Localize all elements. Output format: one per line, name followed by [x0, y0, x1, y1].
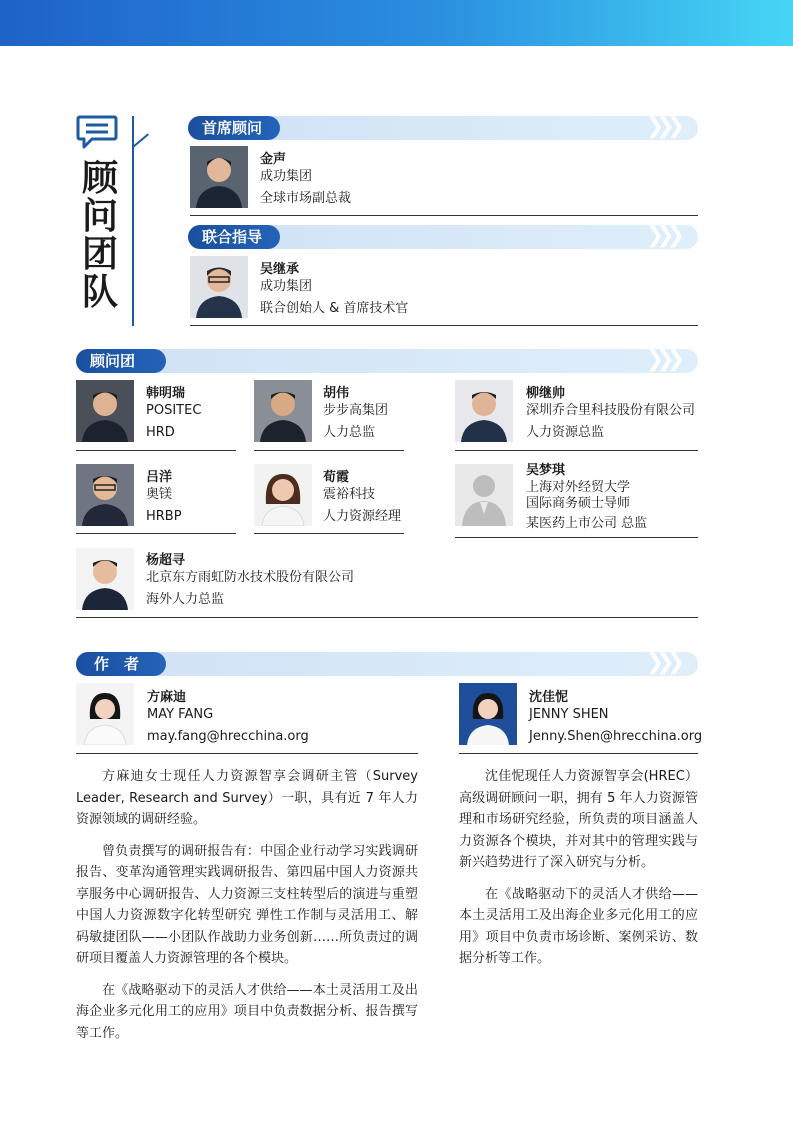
- section-header-chief: [188, 116, 698, 140]
- author-email: may.fang@hrecchina.org: [147, 729, 309, 744]
- section-label-joint: 联合指导: [188, 225, 280, 249]
- divider: [190, 215, 698, 216]
- bio-paragraph: 曾负责撰写的调研报告有：中国企业行动学习实践调研报告、变革沟通管理实践调研报告、第四届中国人力资源共享服务中心调研报告、人力资源三支柱转型后的演进与重塑中国人力资源数字化转型研究 弹性工作制与灵活用工、解码敏捷团队——小团队作战助力业务创新……所负责过的调研项目覆盖人力资源管理的各个模块。: [76, 843, 418, 966]
- advisor-name: 韩明瑞: [146, 386, 186, 401]
- avatar: [455, 380, 513, 442]
- title-divider-accent: [132, 133, 149, 147]
- advisor-org: 步步高集团: [323, 403, 389, 418]
- advisor-title: HRD: [146, 425, 175, 440]
- author-bio: [76, 766, 418, 1054]
- divider: [455, 537, 698, 538]
- author-bio: [459, 766, 698, 980]
- advisor-org: 上海对外经贸大学: [526, 480, 631, 495]
- advisor-role: 国际商务硕士导师: [526, 496, 631, 511]
- advisor-name: 荀霞: [323, 470, 350, 485]
- advisor-title: 联合创始人 & 首席技术官: [260, 301, 409, 316]
- avatar: [76, 464, 134, 526]
- advisor-title: 某医药上市公司 总监: [526, 516, 648, 531]
- author-email: Jenny.Shen@hrecchina.org: [529, 729, 703, 744]
- chat-bubble-icon: [76, 114, 118, 150]
- advisor-title: 人力资源总监: [526, 425, 605, 440]
- divider: [254, 533, 404, 534]
- advisor-title: 海外人力总监: [146, 592, 225, 607]
- author-en-name: JENNY SHEN: [529, 707, 609, 722]
- chevrons-icon: ❯❯❯: [646, 347, 678, 372]
- divider: [190, 325, 698, 326]
- chevrons-icon: ❯❯❯: [646, 650, 678, 675]
- advisor-org: 震裕科技: [323, 487, 376, 502]
- divider: [254, 450, 404, 451]
- avatar: [190, 146, 248, 208]
- bio-paragraph: 在《战略驱动下的灵活人才供给——本土灵活用工及出海企业多元化用工的应用》项目中负责数据分析、报告撰写等工作。: [76, 982, 418, 1041]
- section-label-chief: 首席顾问: [188, 116, 280, 140]
- advisor-title: 人力总监: [323, 425, 376, 440]
- section-header-authors: [76, 652, 698, 676]
- advisor-name: 胡伟: [323, 386, 350, 401]
- avatar: [76, 683, 134, 745]
- bio-paragraph: 沈佳怩现任人力资源智享会(HREC）高级调研顾问一职，拥有 5 年人力资源管理和市场研究经验，所负责的项目涵盖人力资源各个模块，并对其中的管理实践与新兴趋势进行了深入研究与分析。: [459, 769, 698, 870]
- divider: [459, 753, 698, 754]
- advisor-name: 吴梦琪: [526, 463, 566, 478]
- advisor-name: 吴继承: [260, 262, 300, 277]
- section-header-joint: [188, 225, 698, 249]
- divider: [455, 450, 698, 451]
- advisor-org: 奥镁: [146, 487, 173, 502]
- avatar: [190, 256, 248, 318]
- author-name: 沈佳怩: [529, 690, 569, 705]
- section-header-panel: [76, 349, 698, 373]
- advisor-name: 杨超寻: [146, 553, 186, 568]
- advisor-org: 成功集团: [260, 279, 313, 294]
- divider: [76, 533, 236, 534]
- bio-paragraph: 在《战略驱动下的灵活人才供给——本土灵活用工及出海企业多元化用工的应用》项目中负责市场诊断、案例采访、数据分析等工作。: [459, 886, 698, 966]
- section-label-authors: 作 者: [76, 652, 166, 676]
- page-title: 顾问团队: [81, 158, 118, 313]
- advisor-org: 成功集团: [260, 169, 313, 184]
- advisor-title: HRBP: [146, 509, 182, 524]
- avatar: [76, 380, 134, 442]
- advisor-org: POSITEC: [146, 403, 202, 418]
- advisor-name: 柳继帅: [526, 386, 566, 401]
- avatar: [76, 548, 134, 610]
- chevrons-icon: ❯❯❯: [646, 223, 678, 248]
- author-name: 方麻迪: [147, 690, 187, 705]
- avatar-placeholder-icon: [455, 464, 513, 526]
- divider: [76, 753, 418, 754]
- advisor-org: 深圳乔合里科技股份有限公司: [526, 403, 696, 418]
- advisor-name: 金声: [260, 152, 287, 167]
- author-en-name: MAY FANG: [147, 707, 214, 722]
- divider: [76, 617, 698, 618]
- top-banner: [0, 0, 793, 46]
- advisor-name: 吕洋: [146, 470, 173, 485]
- avatar: [459, 683, 517, 745]
- avatar: [254, 380, 312, 442]
- advisor-title: 人力资源经理: [323, 509, 402, 524]
- bio-paragraph: 方麻迪女士现任人力资源智享会调研主管（Survey Leader, Research and Survey）一职，具有近 7 年人力资源领域的调研经验。: [76, 769, 418, 827]
- avatar: [254, 464, 312, 526]
- advisor-title: 全球市场副总裁: [260, 191, 352, 206]
- advisor-org: 北京东方雨虹防水技术股份有限公司: [146, 570, 355, 585]
- section-label-panel: 顾问团: [76, 349, 166, 373]
- divider: [76, 450, 236, 451]
- chevrons-icon: ❯❯❯: [646, 114, 678, 139]
